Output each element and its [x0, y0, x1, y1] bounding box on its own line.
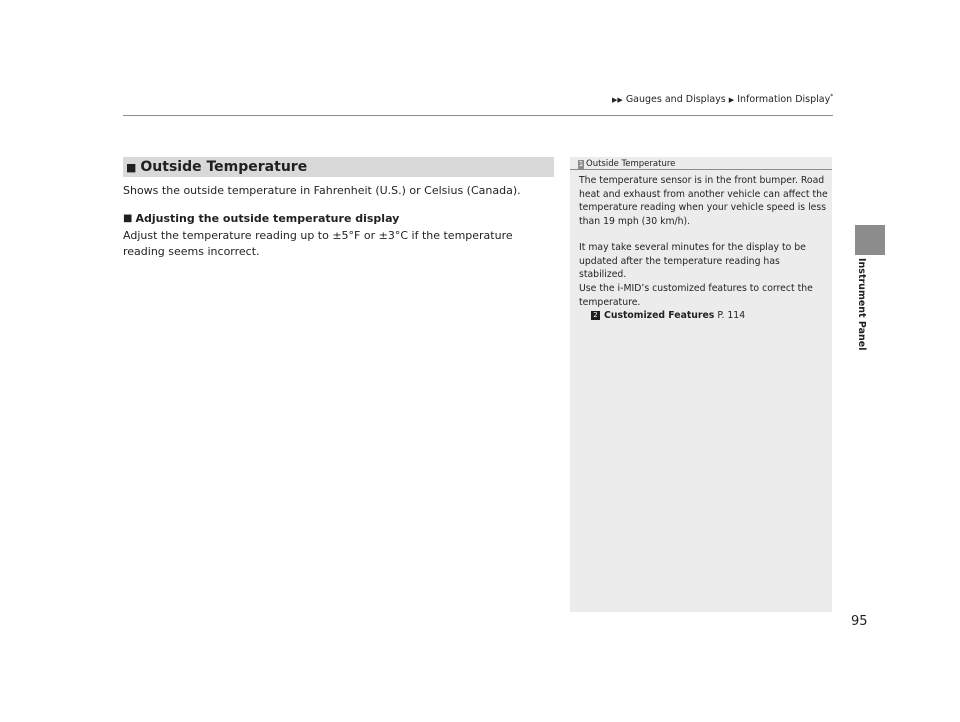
breadcrumb-item-information-display[interactable]: Information Display	[737, 94, 831, 106]
sidebar-divider	[570, 169, 832, 170]
intro-text: Shows the outside temperature in Fahrenheit (U.S.) or Celsius (Canada).	[123, 184, 521, 197]
breadcrumb-arrow-icon: ▶	[728, 96, 735, 105]
chapter-tab	[855, 225, 885, 255]
sidebar-paragraph: The temperature sensor is in the front bumper. Road heat and exhaust from another vehicle can affect the temperature reading when your vehicle speed is less than 19 mph (30 km/h).	[579, 175, 828, 227]
cross-reference-page[interactable]: P. 114	[717, 310, 746, 321]
breadcrumb-item-gauges[interactable]: Gauges and Displays	[625, 94, 726, 106]
subsection-heading	[123, 212, 399, 225]
subsection-title: Adjusting the outside temperature display	[135, 212, 400, 225]
subsection-body: Adjust the temperature reading up to ±5°F or ±3°C if the temperature reading seems incorrect.	[123, 229, 513, 258]
note-number-icon: 1	[578, 159, 584, 168]
sidebar-note-panel	[570, 157, 832, 612]
chapter-label: Instrument Panel	[856, 258, 867, 351]
reference-arrow-icon: 2	[591, 311, 600, 320]
sidebar-paragraph: It may take several minutes for the display to be updated after the temperature reading has stabilized.	[579, 242, 806, 280]
page-number: 95	[851, 614, 868, 629]
sidebar-title	[578, 159, 675, 169]
section-title: Outside Temperature	[140, 159, 308, 175]
breadcrumb-arrow-icon: ▶▶	[612, 96, 623, 105]
option-note-mark: *	[830, 93, 834, 100]
section-square-icon: ■	[126, 160, 137, 174]
header-divider	[123, 115, 833, 116]
sidebar-title-text: Outside Temperature	[586, 159, 676, 169]
cross-reference-link[interactable]	[591, 309, 745, 323]
section-heading-bar	[123, 157, 554, 177]
subsection-square-icon: ■	[123, 213, 133, 224]
breadcrumb	[612, 93, 833, 105]
sidebar-paragraph: Use the i-MID’s customized features to correct the temperature.	[579, 283, 813, 308]
cross-reference-title[interactable]: Customized Features	[604, 310, 715, 321]
